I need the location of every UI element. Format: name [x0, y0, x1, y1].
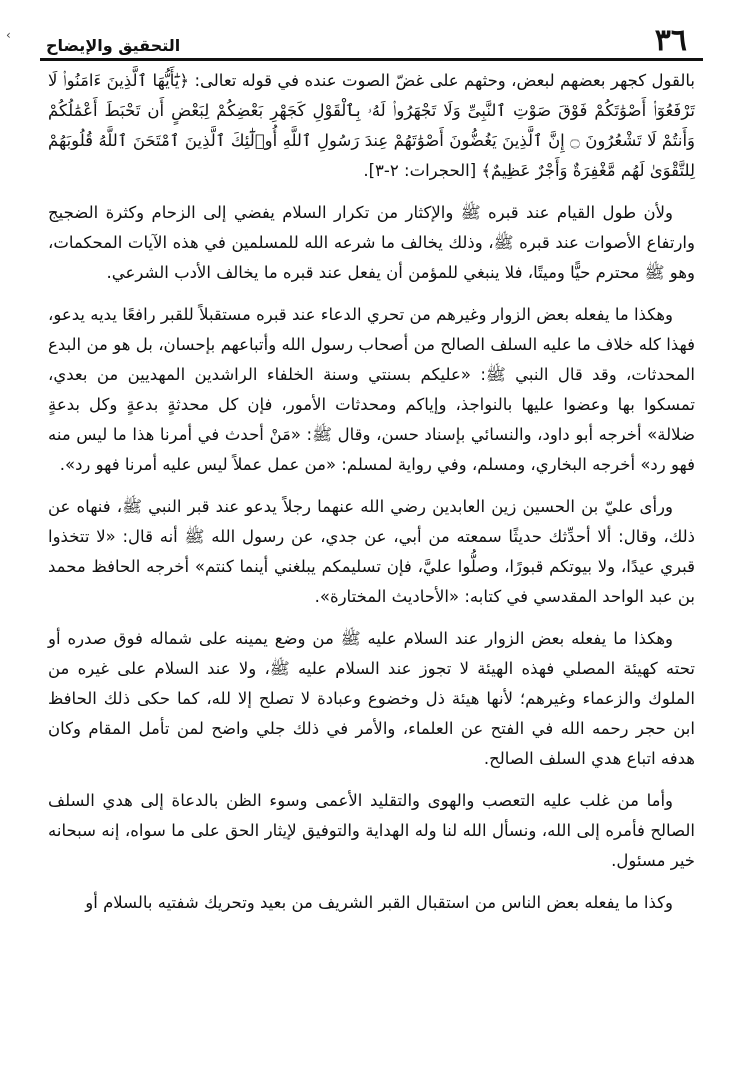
paragraph: ولأن طول القيام عند قبره ﷺ والإكثار من تكرار السلام يفضي إلى الزحام وكثرة الضجيج وارتفاع الأصوات عند قبره ﷺ، وذلك يخالف ما شرعه الله للمسلمين في هذه الآيات المحكمات، وهو ﷺ محترم حيًّا وميتًا، فلا ينبغي للمؤمن أن يفعل عند قبره ما يخالف الأدب الشرعي.	[48, 203, 695, 282]
paragraph: وهكذا ما يفعله بعض الزوار عند السلام عليه ﷺ من وضع يمينه على شماله فوق صدره أو تحته كهيئة المصلي فهذه الهيئة لا تجوز عند السلام عليه ﷺ، ولا عند السلام على غيره من الملوك والزعماء وغيرهم؛ لأنها هيئة ذل وخضوع وعبادة لا تصلح إلا لله، كما حكى ذلك الحافظ ابن حجر رحمه الله في الفتح عن العلماء، والأمر في ذلك جلي واضح لمن تأمل المقام وكان هدفه اتباع هدي السلف الصالح.	[48, 629, 695, 768]
paragraph: وهكذا ما يفعله بعض الزوار وغيرهم من تحري الدعاء عند قبره مستقبلاً للقبر رافعًا يديه يدعو، فهذا كله خلاف ما عليه السلف الصالح من أصحاب رسول الله وأتباعهم بإحسان، بل هو من البدع المحدثات، وقد قال النبي ﷺ: «عليكم بسنتي وسنة الخلفاء الراشدين المهديين من بعدي، تمسكوا بها وعضوا عليها بالنواجذ، وإياكم ومحدثات الأمور، فإن كل محدثةٍ بدعةٍ وكل بدعةٍ ضلالة» أخرجه أبو داود، والنسائي بإسناد حسن، وقال ﷺ: «مَنْ أحدث في أمرنا هذا ما ليس منه فهو رد» أخرجه البخاري، ومسلم، وفي رواية لمسلم: «من عمل عملاً ليس عليه أمرنا فهو رد».	[48, 305, 695, 474]
paragraph-quran-verse: بالقول كجهر بعضهم لبعض، وحثهم على غضّ الصوت عنده في قوله تعالى: ﴿يَٰٓأَيُّهَا ٱلَّذِينَ ءَامَنُوا۟ لَا تَرْفَعُوٓا۟ أَصْوَٰتَكُمْ فَوْقَ صَوْتِ ٱلنَّبِىِّ وَلَا تَجْهَرُوا۟ لَهُۥ بِٱلْقَوْلِ كَجَهْرِ بَعْضِكُمْ لِبَعْضٍ أَن تَحْبَطَ أَعْمَٰلُكُمْ وَأَنتُمْ لَا تَشْعُرُونَ ۝ إِنَّ ٱلَّذِينَ يَغُضُّونَ أَصْوَٰتَهُمْ عِندَ رَسُولِ ٱللَّهِ أُو۟لَٰٓئِكَ ٱلَّذِينَ ٱمْتَحَنَ ٱللَّهُ قُلُوبَهُمْ لِلتَّقْوَىٰ لَهُم مَّغْفِرَةٌ وَأَجْرٌ عَظِيمٌ﴾ [الحجرات: ٢-٣].	[48, 71, 696, 180]
page-header	[40, 20, 703, 56]
running-title: التحقيق والإيضاح	[46, 36, 181, 55]
paragraph: وكذا ما يفعله بعض الناس من استقبال القبر الشريف من بعيد وتحريك شفتيه بالسلام أو	[85, 893, 673, 912]
page-body	[48, 66, 695, 930]
header-rule	[40, 58, 703, 61]
paragraph: وأما من غلب عليه التعصب والهوى والتقليد الأعمى وسوء الظن بالدعاة إلى هدي السلف الصالح فأمره إلى الله، ونسأل الله لنا وله الهداية والتوفيق لإيثار الحق على ما سواه، إنه سبحانه خير مسئول.	[48, 791, 695, 870]
page-number: ٣٦	[654, 23, 687, 58]
margin-mark: ›	[6, 28, 11, 42]
paragraph: ورأى عليّ بن الحسين زين العابدين رضي الله عنهما رجلاً يدعو عند قبر النبي ﷺ، فنهاه عن ذلك، وقال: ألا أحدِّثك حديثًا سمعته من أبي، عن جدي، عن رسول الله ﷺ أنه قال: «لا تتخذوا قبري عيدًا، ولا بيوتكم قبورًا، وصلُّوا عليَّ، فإن تسليمكم يبلغني أينما كنتم» أخرجه الحافظ محمد بن عبد الواحد المقدسي في كتابه: «الأحاديث المختارة».	[48, 497, 695, 606]
